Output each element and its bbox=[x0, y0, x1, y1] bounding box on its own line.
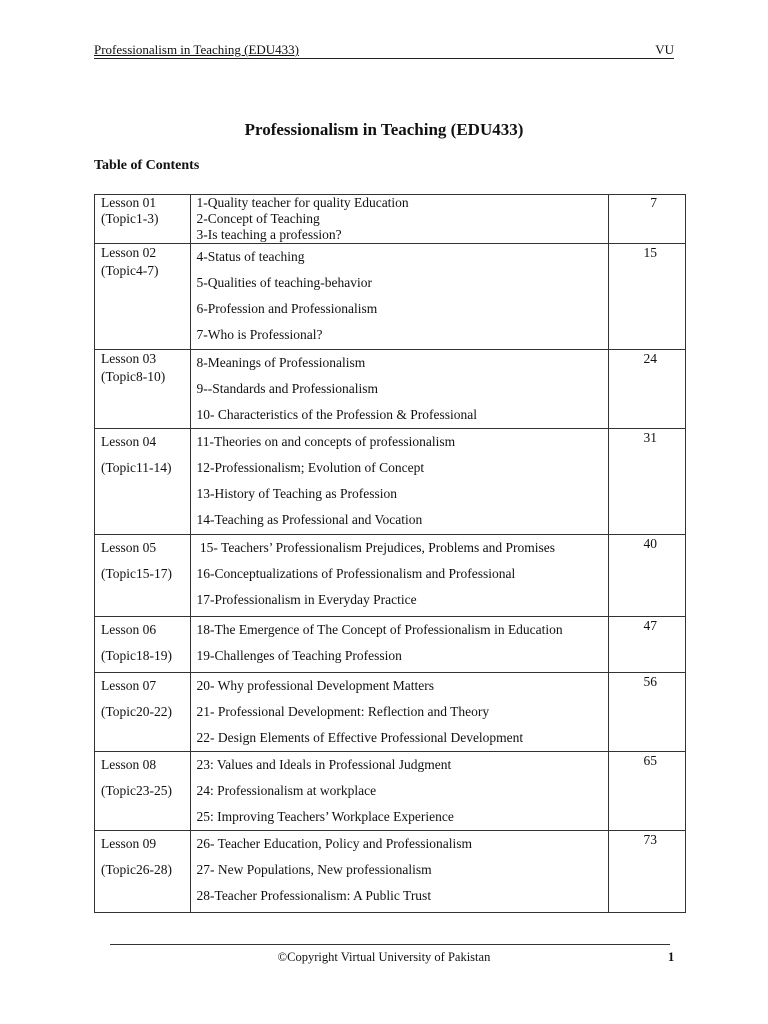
topic-item: 11-Theories on and concepts of professionalism bbox=[196, 434, 456, 449]
lesson-label: Lesson 04 bbox=[101, 434, 157, 449]
topic-range: (Topic1-3) bbox=[101, 211, 159, 226]
footer-divider bbox=[110, 944, 670, 945]
topic-item: 15- Teachers’ Professionalism Prejudices, Problems and Promises bbox=[196, 540, 556, 555]
topic-range: (Topic26-28) bbox=[101, 862, 173, 877]
lesson-label: Lesson 05 bbox=[101, 540, 157, 555]
page-number-cell bbox=[609, 673, 686, 752]
running-header bbox=[94, 42, 674, 59]
page-number-cell bbox=[609, 244, 686, 350]
topic-item: 13-History of Teaching as Profession bbox=[196, 486, 398, 501]
page-number: 31 bbox=[643, 430, 657, 445]
topics-cell bbox=[190, 429, 609, 535]
lesson-label: Lesson 01 bbox=[101, 195, 157, 210]
page-number-cell bbox=[609, 617, 686, 673]
toc-heading: Table of Contents bbox=[94, 158, 200, 173]
topic-item: 12-Professionalism; Evolution of Concept bbox=[196, 460, 425, 475]
topic-item: 28-Teacher Professionalism: A Public Trust bbox=[196, 888, 432, 903]
page-number: 15 bbox=[643, 245, 657, 260]
topics-cell bbox=[190, 831, 609, 913]
document-title: Professionalism in Teaching (EDU433) bbox=[244, 120, 524, 139]
lesson-cell bbox=[95, 752, 191, 831]
topic-item: 20- Why professional Development Matters bbox=[196, 678, 434, 693]
lesson-cell bbox=[95, 617, 191, 673]
page-number: 65 bbox=[643, 753, 657, 768]
page-number: 24 bbox=[643, 351, 657, 366]
topic-range: (Topic8-10) bbox=[101, 369, 166, 384]
lesson-label: Lesson 02 bbox=[101, 245, 157, 260]
toc-row bbox=[95, 752, 686, 831]
topic-item: 2-Concept of Teaching bbox=[196, 211, 320, 226]
topic-item: 17-Professionalism in Everyday Practice bbox=[196, 592, 417, 607]
footer-copyright: ©Copyright Virtual University of Pakistan bbox=[277, 950, 491, 964]
topic-item: 22- Design Elements of Effective Professional Development bbox=[196, 730, 524, 745]
topic-range: (Topic18-19) bbox=[101, 648, 173, 663]
toc-row bbox=[95, 350, 686, 429]
topics-cell bbox=[190, 244, 609, 350]
topic-item: 16-Conceptualizations of Professionalism and Professional bbox=[196, 566, 516, 581]
topic-range: (Topic4-7) bbox=[101, 263, 159, 278]
topic-item: 27- New Populations, New professionalism bbox=[196, 862, 432, 877]
page-number: 56 bbox=[643, 674, 657, 689]
topic-item: 6-Profession and Professionalism bbox=[196, 301, 378, 316]
topic-item: 10- Characteristics of the Profession & Professional bbox=[196, 407, 477, 422]
topic-range: (Topic15-17) bbox=[101, 566, 173, 581]
topic-item: 9--Standards and Professionalism bbox=[196, 381, 378, 396]
topic-item: 23: Values and Ideals in Professional Judgment bbox=[196, 757, 452, 772]
lesson-label: Lesson 07 bbox=[101, 678, 157, 693]
page-number: 7 bbox=[650, 195, 657, 210]
topics-cell bbox=[190, 617, 609, 673]
topic-item: 5-Qualities of teaching-behavior bbox=[196, 275, 372, 290]
topics-cell bbox=[190, 195, 609, 244]
topic-item: 19-Challenges of Teaching Profession bbox=[196, 648, 402, 663]
toc-row bbox=[95, 831, 686, 913]
topic-range: (Topic11-14) bbox=[101, 460, 172, 475]
lesson-label: Lesson 03 bbox=[101, 351, 157, 366]
lesson-label: Lesson 09 bbox=[101, 836, 157, 851]
topic-range: (Topic20-22) bbox=[101, 704, 173, 719]
topic-item: 14-Teaching as Professional and Vocation bbox=[196, 512, 423, 527]
topics-cell bbox=[190, 350, 609, 429]
page-number-cell bbox=[609, 429, 686, 535]
header-institution: VU bbox=[655, 42, 674, 57]
topics-cell bbox=[190, 535, 609, 617]
toc-row bbox=[95, 429, 686, 535]
page-number: 73 bbox=[643, 832, 657, 847]
lesson-label: Lesson 06 bbox=[101, 622, 157, 637]
page-number: 40 bbox=[643, 536, 657, 551]
lesson-cell bbox=[95, 673, 191, 752]
lesson-label: Lesson 08 bbox=[101, 757, 157, 772]
lesson-cell bbox=[95, 429, 191, 535]
topic-item: 1-Quality teacher for quality Education bbox=[196, 195, 409, 210]
lesson-cell bbox=[95, 350, 191, 429]
lesson-cell bbox=[95, 244, 191, 350]
topic-item: 3-Is teaching a profession? bbox=[196, 227, 342, 242]
toc-row bbox=[95, 673, 686, 752]
topics-cell bbox=[190, 752, 609, 831]
topic-item: 18-The Emergence of The Concept of Professionalism in Education bbox=[196, 622, 563, 637]
topic-range: (Topic23-25) bbox=[101, 783, 173, 798]
toc-row bbox=[95, 617, 686, 673]
page-number: 47 bbox=[643, 618, 657, 633]
page-number-cell bbox=[609, 752, 686, 831]
toc-row bbox=[95, 195, 686, 244]
header-course-title: Professionalism in Teaching (EDU433) bbox=[94, 42, 300, 57]
footer-page-number: 1 bbox=[668, 950, 675, 964]
topic-item: 21- Professional Development: Reflection and Theory bbox=[196, 704, 490, 719]
lesson-cell bbox=[95, 535, 191, 617]
topic-item: 24: Professionalism at workplace bbox=[196, 783, 377, 798]
topic-item: 8-Meanings of Professionalism bbox=[196, 355, 366, 370]
toc-row bbox=[95, 244, 686, 350]
lesson-cell bbox=[95, 831, 191, 913]
page-number-cell bbox=[609, 195, 686, 244]
lesson-cell bbox=[95, 195, 191, 244]
page-number-cell bbox=[609, 535, 686, 617]
page-number-cell bbox=[609, 350, 686, 429]
topic-item: 7-Who is Professional? bbox=[196, 327, 323, 342]
toc-table bbox=[94, 194, 686, 913]
page-number-cell bbox=[609, 831, 686, 913]
topics-cell bbox=[190, 673, 609, 752]
topic-item: 26- Teacher Education, Policy and Professionalism bbox=[196, 836, 473, 851]
topic-item: 25: Improving Teachers’ Workplace Experience bbox=[196, 809, 454, 824]
topic-item: 4-Status of teaching bbox=[196, 249, 305, 264]
toc-row bbox=[95, 535, 686, 617]
